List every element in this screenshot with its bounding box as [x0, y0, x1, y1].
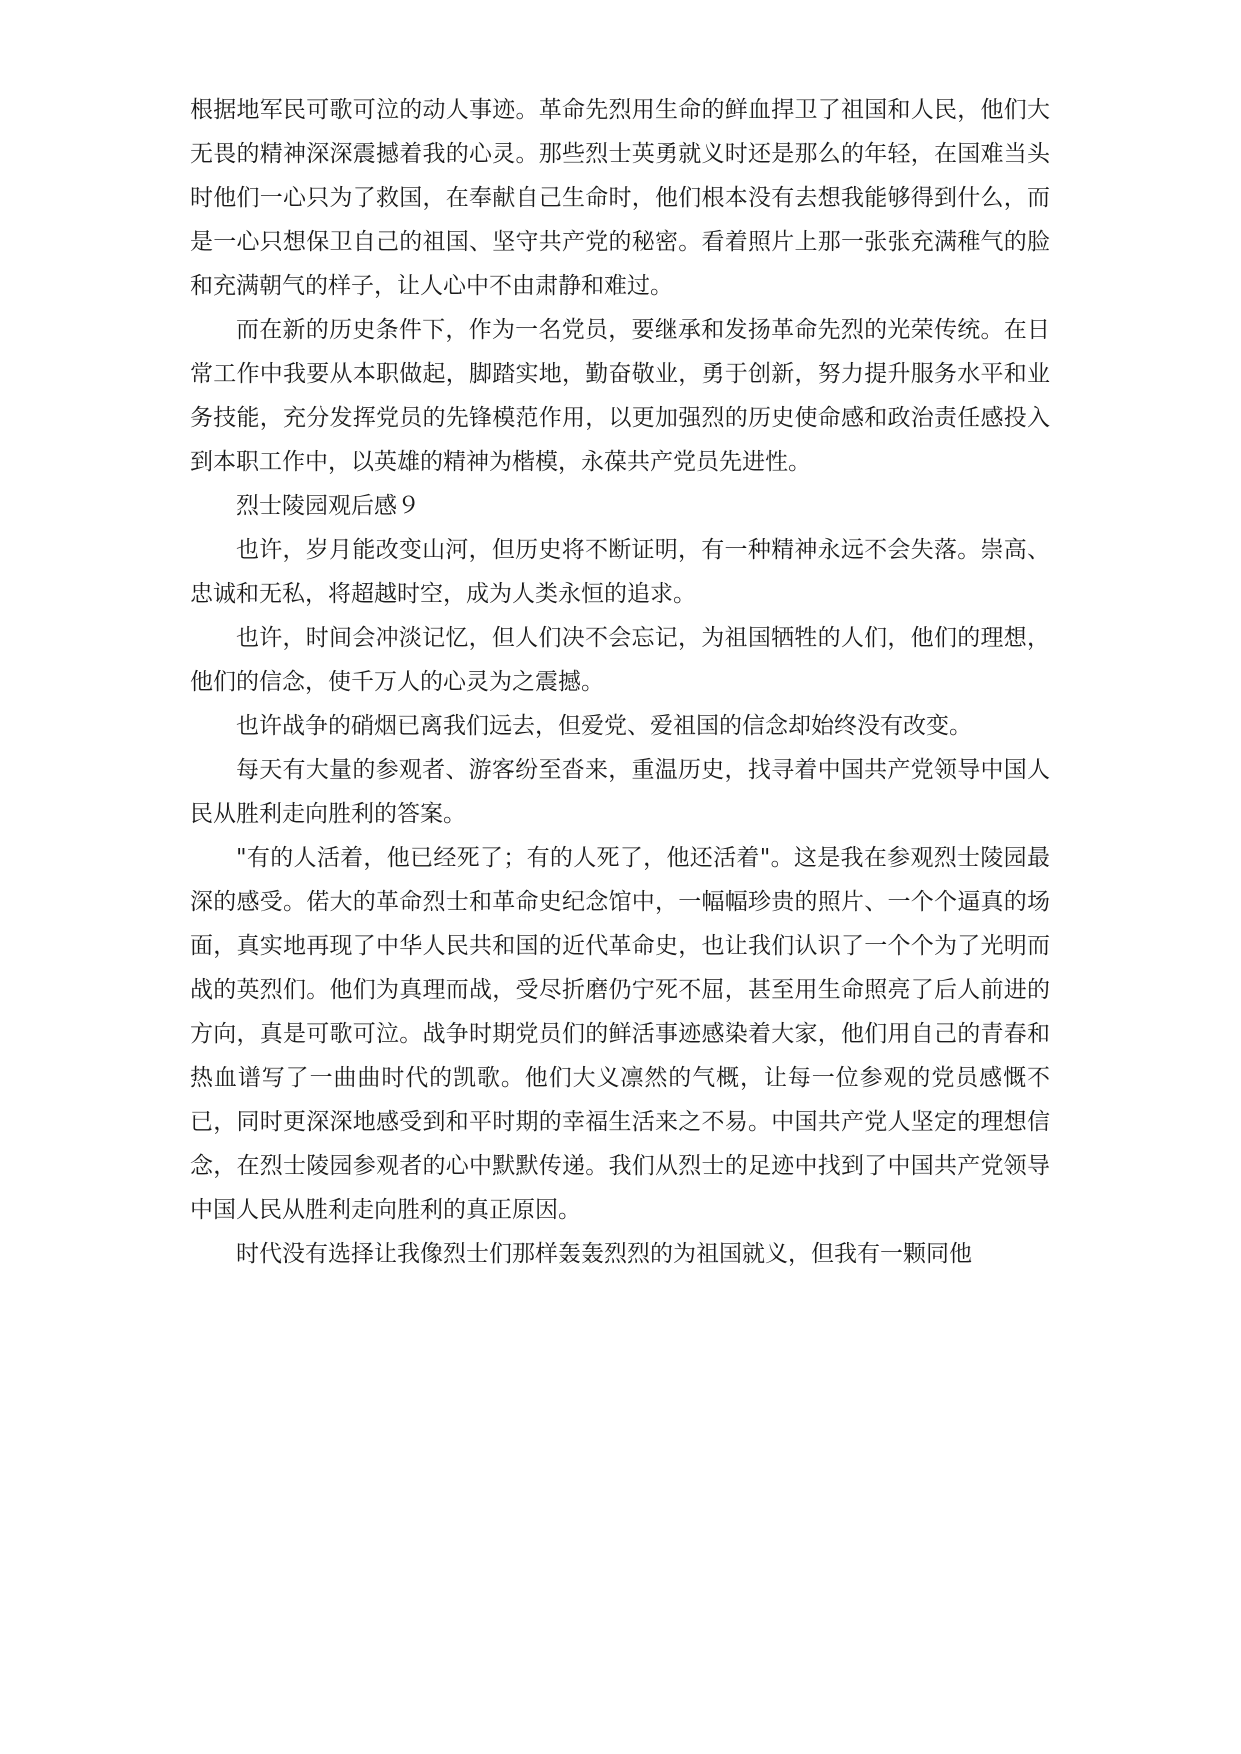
section-heading: 烈士陵园观后感９ [236, 493, 420, 519]
paragraph: 而在新的历史条件下，作为一名党员，要继承和发扬革命先烈的光荣传统。在日常工作中我要从本职做起，脚踏实地，勤奋敬业，勇于创新，努力提升服务水平和业务技能，充分发挥党员的先锋模范作用，以更加强烈的历史使命感和政治责任感投入到本职工作中，以英雄的精神为楷模，永葆共产党员先进性。 [190, 317, 1050, 475]
paragraph: 时代没有选择让我像烈士们那样轰轰烈烈的为祖国就义，但我有一颗同他 [236, 1241, 972, 1267]
paragraph: 也许战争的硝烟已离我们远去，但爱党、爱祖国的信念却始终没有改变。 [236, 713, 972, 739]
paragraph: 也许，时间会冲淡记忆，但人们决不会忘记，为祖国牺牲的人们，他们的理想，他们的信念，使千万人的心灵为之震撼。 [190, 625, 1050, 695]
paragraph: "有的人活着，他已经死了；有的人死了，他还活着"。这是我在参观烈士陵园最深的感受。偌大的革命烈士和革命史纪念馆中，一幅幅珍贵的照片、一个个逼真的场面，真实地再现了中华人民共和国的近代革命史，也让我们认识了一个个为了光明而战的英烈们。他们为真理而战，受尽折磨仍宁死不屈，甚至用生命照亮了后人前进的方向，真是可歌可泣。战争时期党员们的鲜活事迹感染着大家，他们用自己的青春和热血谱写了一曲曲时代的凯歌。他们大义凛然的气概，让每一位参观的党员感慨不已，同时更深深地感受到和平时期的幸福生活来之不易。中国共产党人坚定的理想信念，在烈士陵园参观者的心中默默传递。我们从烈士的足迹中找到了中国共产党领导中国人民从胜利走向胜利的真正原因。 [190, 845, 1050, 1223]
paragraph: 也许，岁月能改变山河，但历史将不断证明，有一种精神永远不会失落。崇高、忠诚和无私，将超越时空，成为人类永恒的追求。 [190, 537, 1050, 607]
paragraph-continuation: 根据地军民可歌可泣的动人事迹。革命先烈用生命的鲜血捍卫了祖国和人民，他们大无畏的精神深深震撼着我的心灵。那些烈士英勇就义时还是那么的年轻，在国难当头时他们一心只为了救国，在奉献自己生命时，他们根本没有去想我能够得到什么，而是一心只想保卫自己的祖国、坚守共产党的秘密。看着照片上那一张张充满稚气的脸和充满朝气的样子，让人心中不由肃静和难过。 [190, 97, 1050, 299]
paragraph: 每天有大量的参观者、游客纷至沓来，重温历史，找寻着中国共产党领导中国人民从胜利走向胜利的答案。 [190, 757, 1050, 827]
document-body [190, 88, 1050, 1276]
